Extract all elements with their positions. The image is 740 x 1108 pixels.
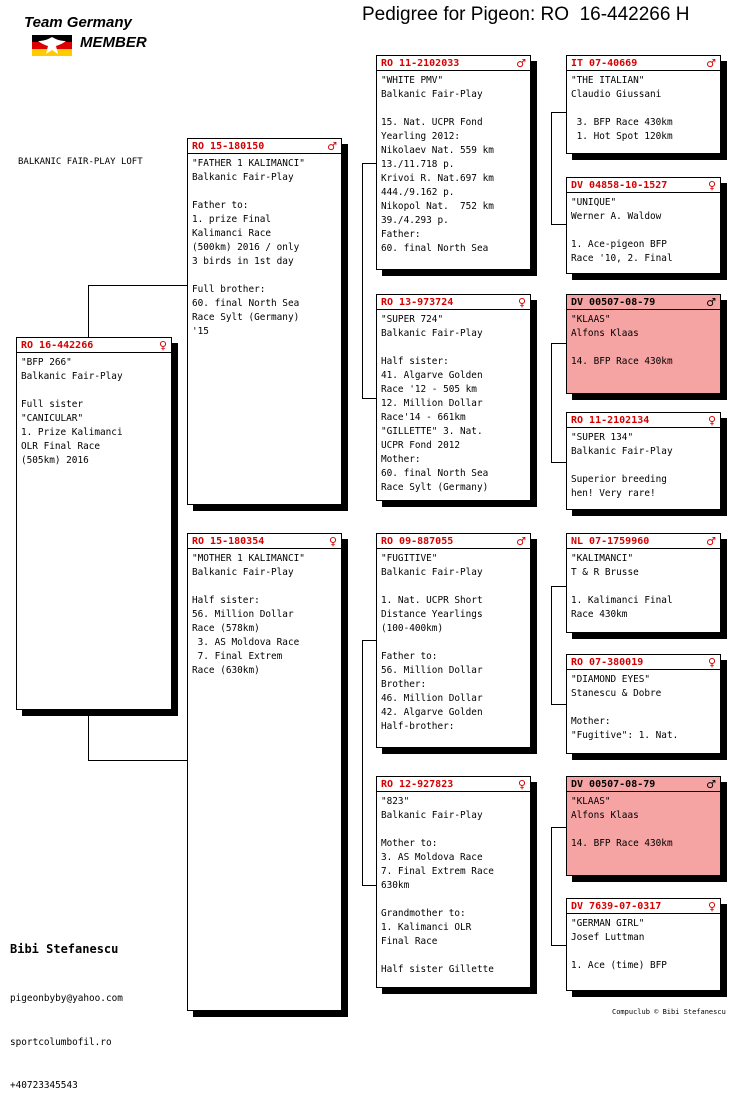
connector-line [88,285,89,338]
team-germany-badge [22,14,172,58]
page-title: Pedigree for Pigeon: RO 16-442266 H [362,4,690,25]
connector-line [551,586,552,704]
pigeon-details: "KLAAS" Alfons Klaas 14. BFP Race 430km [571,314,673,367]
connector-line [551,827,552,945]
connector-line [362,640,363,885]
badge-line2: MEMBER [80,34,147,51]
male-icon: ♂ [706,295,716,309]
pigeon-card-sire [187,138,342,505]
pigeon-card-granddam-maternal [376,776,531,988]
male-icon: ♂ [706,56,716,70]
ring-number: DV 00507-08-79 [571,778,656,790]
breeder-website[interactable]: sportcolumbofil.ro [10,1036,112,1048]
ring-number: DV 7639-07-0317 [571,900,662,912]
pigeon-details: "823" Balkanic Fair-Play Mother to: 3. AS Moldova Race 7. Final Extrem Race 630km Grandmother to: 1. Kalimanci OLR Final Race Half sister Gillette [381,796,494,975]
female-icon: ♀ [517,777,526,791]
male-icon: ♂ [706,534,716,548]
connector-line [551,224,566,225]
pigeon-card-grandsire-maternal [376,533,531,748]
pigeon-details: "GERMAN GIRL" Josef Luttman 1. Ace (time) BFP [571,918,667,971]
female-icon: ♀ [158,338,167,352]
pigeon-details: "SUPER 724" Balkanic Fair-Play Half sister: 41. Algarve Golden Race '12 - 505 km 12. Million Dollar Race'14 - 661km "GILLETTE" 3. Nat. UCPR Fond 2012 Mother: 60. final North Sea Race Sylt (Germany) [381,314,489,493]
connector-line [551,945,566,946]
connector-line [551,827,566,828]
pigeon-card-ggparent-5 [566,533,721,633]
connector-line [551,462,566,463]
male-icon: ♂ [706,777,716,791]
breeder-phone: +40723345543 [10,1080,78,1091]
ring-number: RO 09-887055 [381,535,454,547]
female-icon: ♀ [707,899,716,913]
female-icon: ♀ [517,295,526,309]
pigeon-card-ggparent-1 [566,55,721,154]
pigeon-details: "FATHER 1 KALIMANCI" Balkanic Fair-Play Father to: 1. prize Final Kalimanci Race (500km) 2016 / only 3 birds in 1st day Full brother: 60. final North Sea Race Sylt (Germany) '15 [192,158,305,337]
ring-number: RO 15-180354 [192,535,265,547]
connector-line [551,586,566,587]
badge-line1: Team Germany [24,14,132,31]
ring-number: RO 11-2102134 [571,414,650,426]
connector-line [88,760,188,761]
male-icon: ♂ [516,56,526,70]
ring-number: RO 15-180150 [192,140,265,152]
connector-line [88,710,89,760]
breeder-contact [10,912,123,1108]
ring-number: DV 04858-10-1527 [571,179,668,191]
pigeon-details: "BFP 266" Balkanic Fair-Play Full sister "CANICULAR" 1. Prize Kalimanci OLR Final Race (505km) 2016 [21,357,123,466]
pigeon-card-ggparent-6 [566,654,721,754]
connector-line [551,112,552,224]
pigeon-details: "DIAMOND EYES" Stanescu & Dobre Mother: "Fugitive": 1. Nat. [571,674,679,741]
ring-number: RO 11-2102033 [381,57,460,69]
connector-line [551,343,566,344]
connector-line [362,398,376,399]
female-icon: ♀ [328,534,337,548]
pigeon-card-ggparent-3 [566,294,721,394]
ring-number: RO 12-927823 [381,778,454,790]
pigeon-card-subject [16,337,172,710]
pigeon-card-grandsire-paternal [376,55,531,270]
pigeon-card-granddam-paternal [376,294,531,501]
ring-number: IT 07-40669 [571,57,638,69]
connector-line [362,163,363,398]
ring-number: RO 13-973724 [381,296,454,308]
pigeon-details: "WHITE PMV" Balkanic Fair-Play 15. Nat. UCPR Fond Yearling 2012: Nikolaev Nat. 559 km 13./11.718 p. Krivoi R. Nat.697 km 444./9.162 p. Nikopol Nat. 752 km 39./4.293 p. Father: 60. final North Sea [381,75,494,254]
german-flag-eagle-icon [30,33,76,57]
pigeon-details: "MOTHER 1 KALIMANCI" Balkanic Fair-Play Half sister: 56. Million Dollar Race (578km) 3. AS Moldova Race 7. Final Extrem Race (630km) [192,553,305,676]
footer-credit: Compuclub © Bibi Stefanescu [612,1008,726,1016]
pigeon-details: "FUGITIVE" Balkanic Fair-Play 1. Nat. UCPR Short Distance Yearlings (100-400km) Father to: 56. Million Dollar Brother: 46. Million Dollar 42. Algarve Golden Half-brother: [381,553,483,732]
pigeon-details: "UNIQUE" Werner A. Waldow 1. Ace-pigeon BFP Race '10, 2. Final [571,197,673,264]
ring-number: NL 07-1759960 [571,535,650,547]
pigeon-card-ggparent-4 [566,412,721,510]
loft-name: BALKANIC FAIR-PLAY LOFT [18,157,143,167]
male-icon: ♂ [516,534,526,548]
female-icon: ♀ [707,178,716,192]
ring-number: RO 07-380019 [571,656,644,668]
ring-number: RO 16-442266 [21,339,94,351]
ring-number: DV 00507-08-79 [571,296,656,308]
pigeon-card-dam [187,533,342,1011]
pigeon-card-ggparent-7 [566,776,721,876]
pigeon-details: "SUPER 134" Balkanic Fair-Play Superior breeding hen! Very rare! [571,432,673,499]
pigeon-details: "THE ITALIAN" Claudio Giussani 3. BFP Race 430km 1. Hot Spot 120km [571,75,673,142]
male-icon: ♂ [327,139,337,153]
connector-line [551,704,566,705]
female-icon: ♀ [707,655,716,669]
connector-line [88,285,188,286]
breeder-name: Bibi Stefanescu [10,942,119,956]
pigeon-card-ggparent-2 [566,177,721,274]
pigeon-details: "KALIMANCI" T & R Brusse 1. Kalimanci Final Race 430km [571,553,673,620]
female-icon: ♀ [707,413,716,427]
breeder-email[interactable]: pigeonbyby@yahoo.com [10,993,123,1004]
connector-line [362,163,376,164]
connector-line [551,343,552,462]
connector-line [551,112,566,113]
connector-line [362,885,376,886]
connector-line [362,640,376,641]
pigeon-card-ggparent-8 [566,898,721,991]
pigeon-details: "KLAAS" Alfons Klaas 14. BFP Race 430km [571,796,673,849]
